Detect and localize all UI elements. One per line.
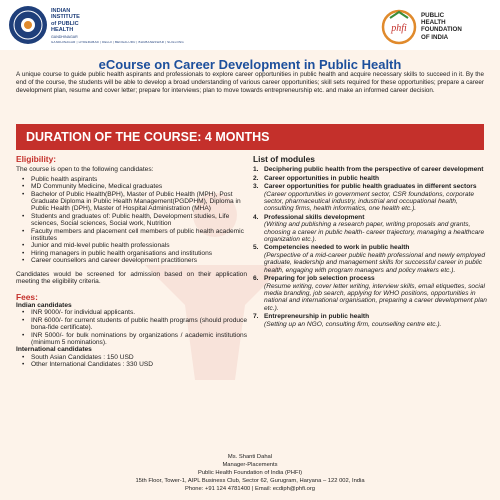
list-item: • Junior and mid-level public health professionals [31, 242, 247, 249]
module-number: 5. [253, 244, 259, 252]
eligibility-note: Candidates would be screened for admission based on their application meeting the eligibility criteria. [16, 270, 247, 286]
list-item [253, 183, 489, 213]
module-number: 4. [253, 213, 259, 221]
phfi-logo-text: phfi [391, 23, 407, 34]
eligibility-heading: Eligibility: [16, 154, 57, 164]
iiph-tagline: GANDHINAGAR | HYDERABAD | DELHI | BENGALURU | BHUBANESWAR | SHILLONG [51, 40, 184, 44]
right-column [253, 156, 489, 329]
phfi-name [421, 12, 497, 41]
fees-heading: Fees: [16, 291, 38, 302]
contact-name: Ms. Shanti Dahal [227, 454, 273, 460]
module-description: (Perspective of a mid-career public health professional and newly employed graduate, leadership and management skills for successful career in public health, engaging with program managers and policy makers etc.). [264, 251, 486, 274]
module-number: 3. [253, 183, 259, 191]
list-item: • Public health aspirants [31, 176, 247, 183]
iiph-line: of PUBLIC [51, 20, 79, 27]
phfi-line: HEALTH [421, 19, 446, 27]
list-item [253, 313, 489, 328]
list-item: • INR 5000/- for bulk nominations by organizations / academic institutions (minimum 5 nominations). [31, 332, 247, 347]
eligibility-list [16, 176, 247, 265]
iiph-line: HEALTH [51, 27, 74, 34]
module-title: Professional skills development [264, 213, 365, 221]
intro-paragraph: A unique course to guide public health aspirants and professionals to explore career opportunities in public health and acquire necessary skills to succeed in it. By the end of the course, the students will be able to develop a broad understanding of various career opportunities; skill sets required for these opportunities; prepare a career development plan, resume and cover letter; prepare for interviews; plan to move towards entrepreneurship etc. and make an informed career decision. [16, 71, 484, 95]
phfi-line: OF INDIA [421, 33, 449, 41]
module-number: 6. [253, 275, 259, 283]
list-item [253, 175, 489, 182]
eligibility-lead: The course is open to the following candidates: [16, 166, 154, 174]
module-number: 2. [253, 174, 259, 182]
contact-block [0, 453, 500, 493]
module-title: Entrepreneurship in public health [264, 313, 370, 321]
module-description: (Resume writing, cover letter writing, interview skills, email etiquettes, social media branding, job search, applying for WHO positions, opportunities in national and international organisation, preparing a career development plan etc.). [264, 282, 487, 312]
list-item: • Bachelor of Public Health(BPH), Master of Public Health (MPH), Post Graduate Diploma in Public Health Management(PGDPHM), Diploma in Public Health (DPH), Master of Hospital Administration (MHA) [31, 191, 247, 213]
iiph-logo [8, 5, 48, 45]
list-item: • INR 9000/- for individual applicants. [31, 309, 247, 316]
international-candidates-heading: International candidates [16, 346, 92, 354]
header-bar [0, 0, 500, 50]
contact-role: Manager-Placements [222, 462, 278, 468]
phfi-logo [380, 8, 418, 46]
iiph-name [51, 8, 121, 40]
phfi-line: PUBLIC [421, 12, 445, 19]
module-title: Preparing for job selection process [264, 275, 375, 283]
module-title: Career opportunities for public health graduates in different sectors [264, 183, 477, 191]
module-number: 7. [253, 313, 259, 321]
contact-address: 15th Floor, Tower-1, AIPL Business Club, Sector 62, Gurugram, Haryana – 122 002, India [135, 478, 365, 484]
modules-heading: List of modules [253, 154, 315, 164]
list-item: • Students and graduates of: Public health, Development studies, Life sciences, Social sciences, Social work, Nutrition [31, 213, 247, 228]
list-item: • INR 6000/- for current students of public health programs (should produce bona-fide certificate). [31, 317, 247, 332]
list-item: • South Asian Candidates : 150 USD [31, 354, 247, 361]
international-fees-list [16, 354, 247, 369]
module-description: (Writing and publishing a research paper, writing proposals and grants, choosing a career in public health- career trajectory, managing a healthcare organization etc.). [264, 221, 485, 244]
iiph-line: GANDHINAGAR [51, 34, 78, 39]
left-column [16, 156, 247, 369]
duration-banner: DURATION OF THE COURSE: 4 MONTHS [16, 124, 484, 150]
indian-fees-list [16, 309, 247, 346]
module-title: Competencies needed to work in public health [264, 244, 410, 252]
page-title: eCourse on Career Development in Public Health [98, 57, 402, 72]
list-item: • Faculty members and placement cell members of public health academic institutes [31, 228, 247, 243]
module-title: Career opportunities in public health [264, 174, 380, 182]
list-item [253, 275, 489, 312]
contact-phone-email: Phone: +91 124 4781400 | Email: ecdiph@phfi.org [184, 486, 316, 492]
module-description: (Career opportunities in government sector, CSR foundations, corporate sector, pharmaceutical industry, industrial and occupational health, consulting firms, health informatics, one health etc.). [264, 190, 475, 213]
iiph-line: INDIAN [51, 8, 71, 14]
indian-candidates-heading: Indian candidates [16, 301, 72, 309]
list-item: • MD Community Medicine, Medical graduates [31, 183, 247, 190]
list-item [253, 166, 489, 173]
iiph-line: INSTITUTE [51, 14, 80, 21]
phfi-line: FOUNDATION [421, 26, 462, 34]
list-item: • Other International Candidates : 330 USD [31, 361, 247, 368]
list-item [253, 214, 489, 244]
module-description: (Setting up an NGO, consulting firm, counselling centre etc.). [264, 320, 442, 328]
list-item [253, 244, 489, 274]
list-item: • Career counsellors and career development practitioners [31, 257, 247, 264]
module-title: Deciphering public health from the perspective of career development [264, 166, 484, 174]
list-item: • Hiring managers in public health organisations and institutions [31, 250, 247, 257]
module-number: 1. [253, 166, 259, 174]
contact-org: Public Health Foundation of India (PHFI) [197, 470, 303, 476]
modules-list [253, 166, 489, 328]
